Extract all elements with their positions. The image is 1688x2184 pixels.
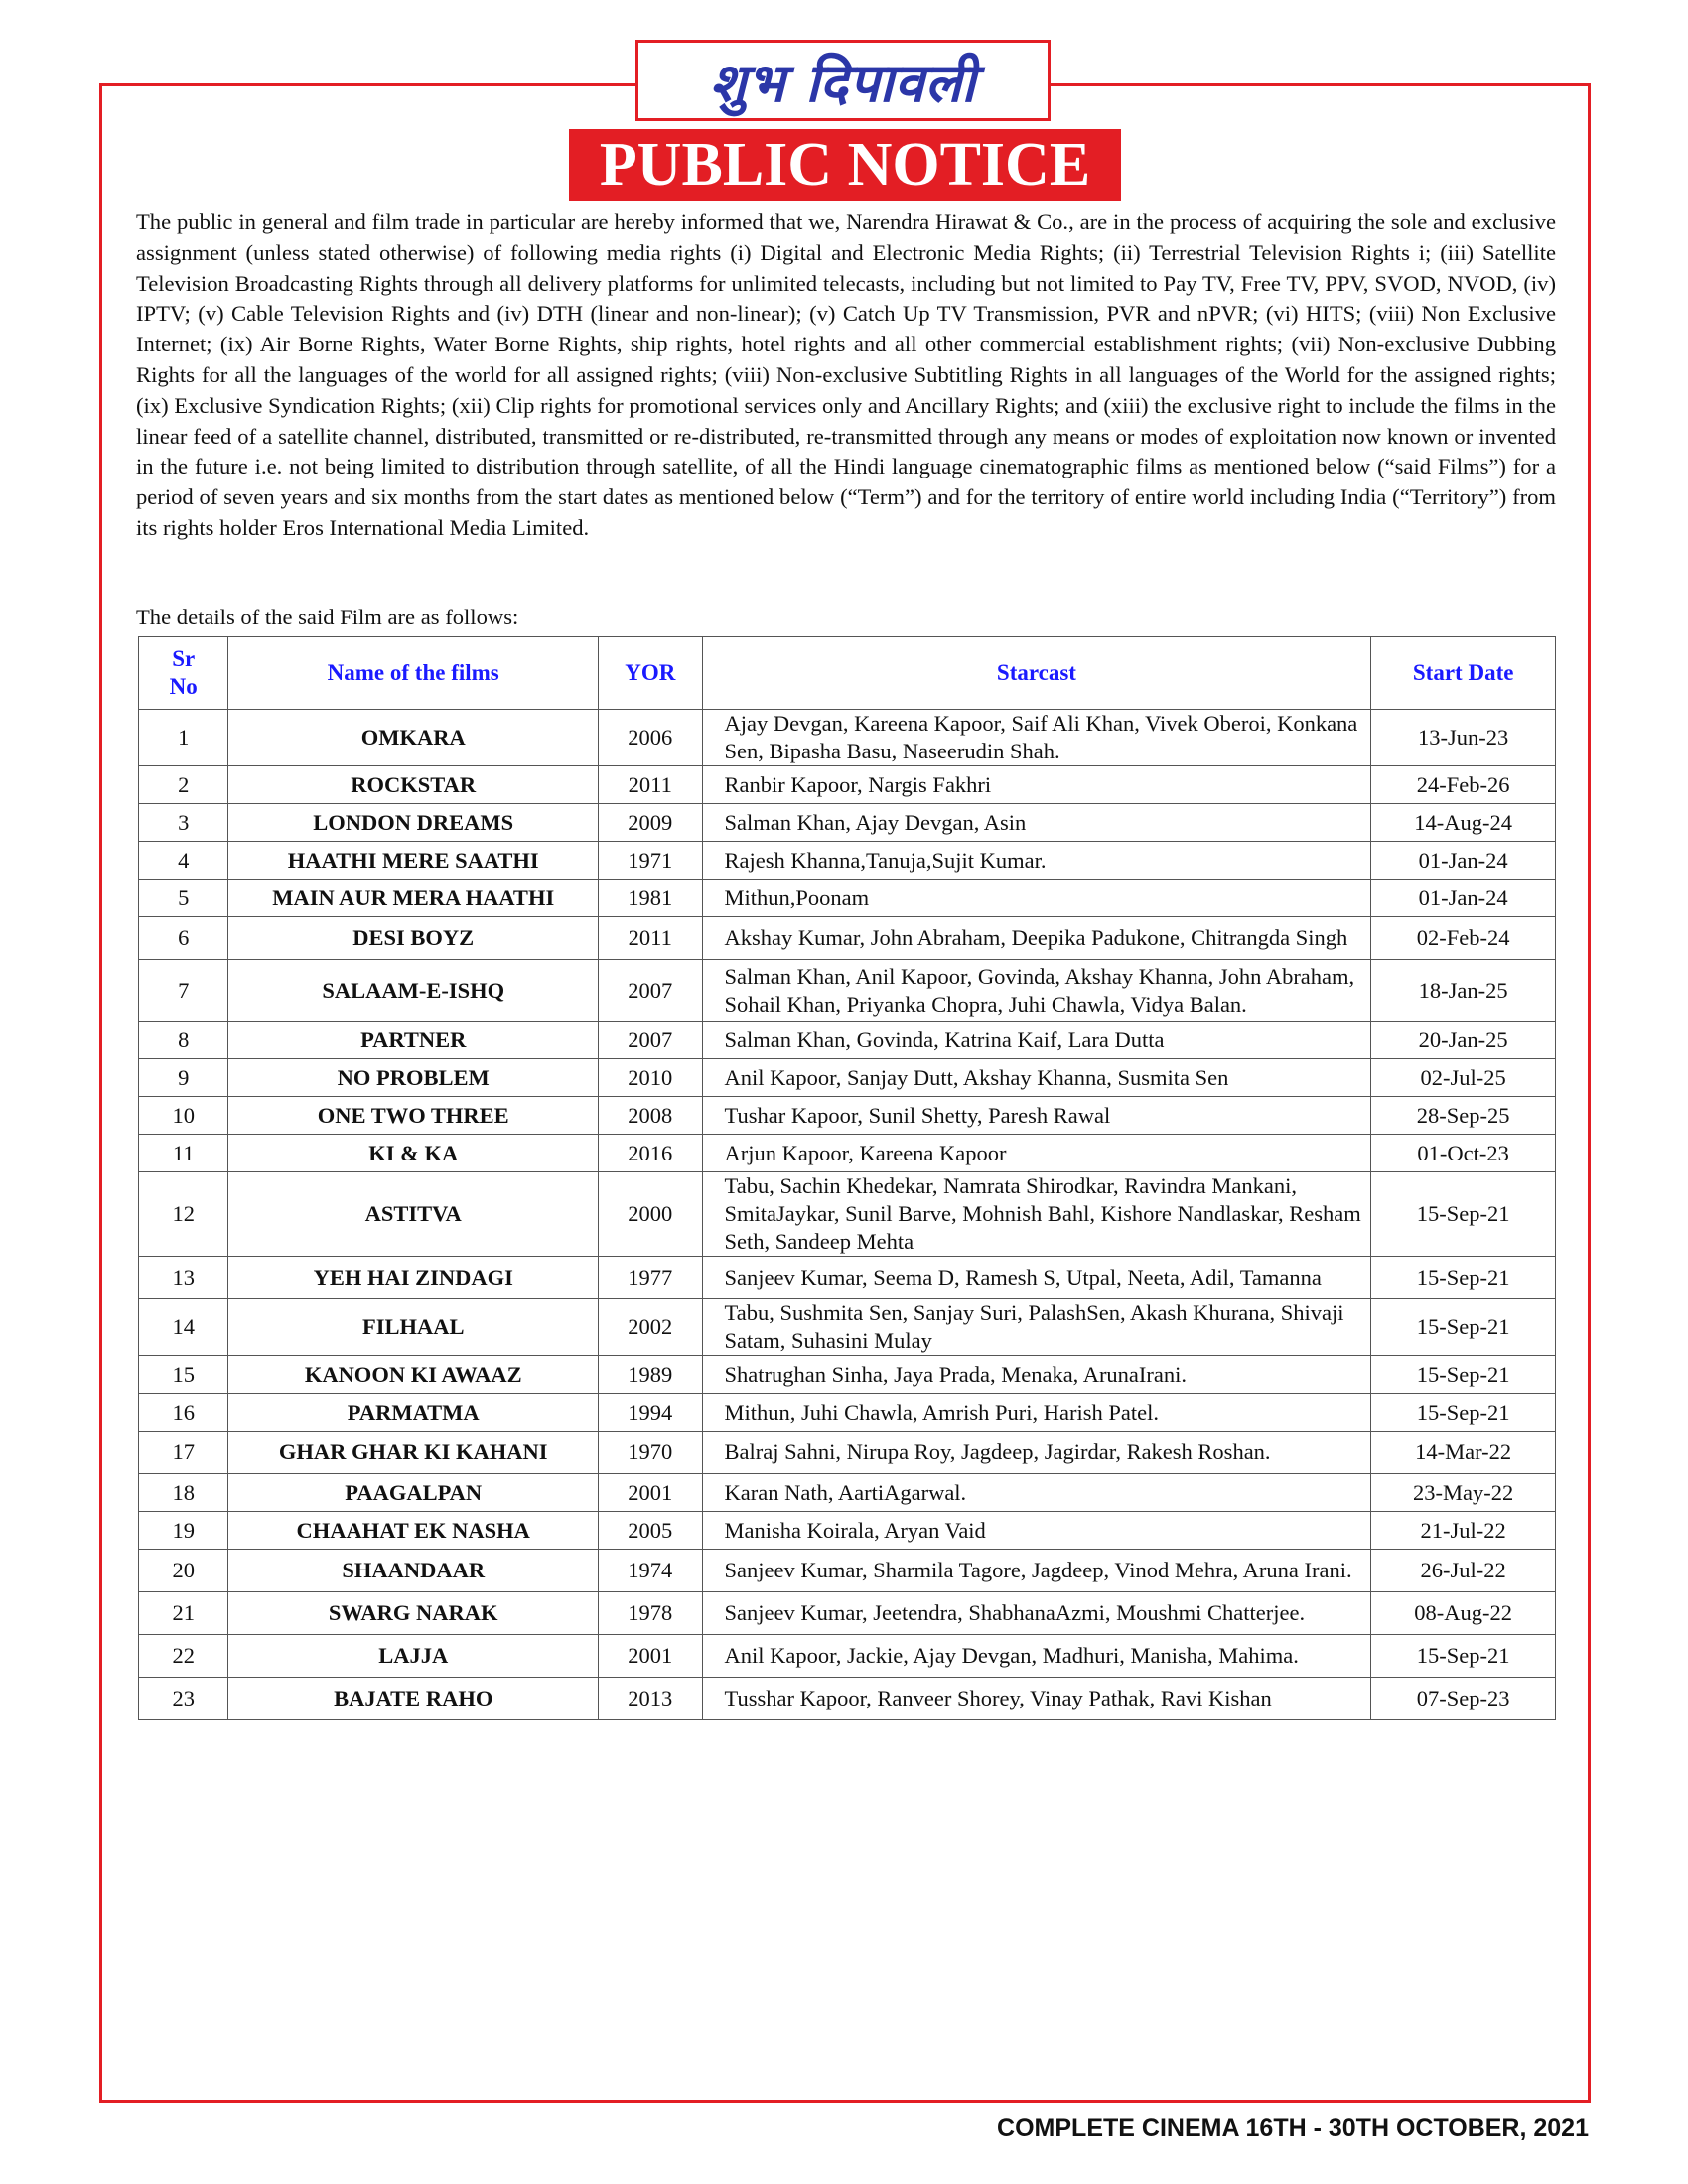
cell-yor: 2013 [599,1678,703,1720]
cell-film-name: PARMATMA [228,1394,599,1432]
table-row [139,1512,1556,1550]
cell-film-name: FILHAAL [228,1299,599,1356]
cell-yor: 2011 [599,917,703,960]
cell-starcast: Shatrughan Sinha, Jaya Prada, Menaka, ArunaIrani. [702,1356,1371,1394]
cell-start-date: 15-Sep-21 [1371,1356,1556,1394]
table-row [139,1299,1556,1356]
cell-start-date: 14-Mar-22 [1371,1432,1556,1474]
cell-start-date: 15-Sep-21 [1371,1394,1556,1432]
cell-sr: 12 [139,1172,228,1257]
table-row [139,1172,1556,1257]
cell-yor: 1977 [599,1257,703,1299]
cell-sr: 15 [139,1356,228,1394]
cell-yor: 2016 [599,1135,703,1172]
cell-yor: 2009 [599,804,703,842]
page-title: PUBLIC NOTICE [569,129,1121,201]
cell-yor: 2006 [599,710,703,766]
cell-start-date: 26-Jul-22 [1371,1550,1556,1592]
cell-film-name: CHAAHAT EK NASHA [228,1512,599,1550]
table-row [139,1592,1556,1635]
cell-sr: 11 [139,1135,228,1172]
publication-footer: COMPLETE CINEMA 16TH - 30TH OCTOBER, 2021 [997,2115,1589,2142]
greeting-text: शुभ दिपावली [709,52,977,114]
cell-film-name: PAAGALPAN [228,1474,599,1512]
table-row [139,1059,1556,1097]
cell-film-name: GHAR GHAR KI KAHANI [228,1432,599,1474]
cell-sr: 2 [139,766,228,804]
cell-start-date: 23-May-22 [1371,1474,1556,1512]
cell-film-name: NO PROBLEM [228,1059,599,1097]
cell-yor: 2008 [599,1097,703,1135]
cell-starcast: Salman Khan, Ajay Devgan, Asin [702,804,1371,842]
cell-starcast: Balraj Sahni, Nirupa Roy, Jagdeep, Jagirdar, Rakesh Roshan. [702,1432,1371,1474]
table-row [139,710,1556,766]
cell-yor: 1971 [599,842,703,880]
cell-start-date: 28-Sep-25 [1371,1097,1556,1135]
table-row [139,1394,1556,1432]
cell-yor: 1978 [599,1592,703,1635]
cell-starcast: Tabu, Sachin Khedekar, Namrata Shirodkar, Ravindra Mankani, SmitaJaykar, Sunil Barve, Mohnish Bahl, Kishore Nandlaskar, Resham Seth, Sandeep Mehta [702,1172,1371,1257]
cell-start-date: 15-Sep-21 [1371,1257,1556,1299]
cell-starcast: Sanjeev Kumar, Sharmila Tagore, Jagdeep, Vinod Mehra, Aruna Irani. [702,1550,1371,1592]
cell-yor: 2002 [599,1299,703,1356]
cell-yor: 2001 [599,1635,703,1678]
cell-sr: 9 [139,1059,228,1097]
cell-film-name: HAATHI MERE SAATHI [228,842,599,880]
cell-starcast: Tushar Kapoor, Sunil Shetty, Paresh Rawal [702,1097,1371,1135]
cell-start-date: 20-Jan-25 [1371,1022,1556,1059]
cell-start-date: 02-Feb-24 [1371,917,1556,960]
cell-yor: 2000 [599,1172,703,1257]
table-row [139,1474,1556,1512]
cell-start-date: 07-Sep-23 [1371,1678,1556,1720]
cell-sr: 6 [139,917,228,960]
cell-sr: 1 [139,710,228,766]
cell-sr: 18 [139,1474,228,1512]
table-row [139,1135,1556,1172]
table-row [139,1356,1556,1394]
cell-yor: 2007 [599,960,703,1022]
cell-film-name: KI & KA [228,1135,599,1172]
cell-starcast: Salman Khan, Anil Kapoor, Govinda, Akshay Khanna, John Abraham, Sohail Khan, Priyanka Chopra, Juhi Chawla, Vidya Balan. [702,960,1371,1022]
cell-yor: 1994 [599,1394,703,1432]
cell-starcast: Manisha Koirala, Aryan Vaid [702,1512,1371,1550]
table-row [139,1678,1556,1720]
table-row [139,842,1556,880]
table-row [139,960,1556,1022]
cell-yor: 2001 [599,1474,703,1512]
cell-sr: 3 [139,804,228,842]
cell-film-name: LAJJA [228,1635,599,1678]
cell-start-date: 01-Jan-24 [1371,880,1556,917]
cell-sr: 19 [139,1512,228,1550]
cell-sr: 7 [139,960,228,1022]
cell-yor: 2011 [599,766,703,804]
cell-starcast: Tusshar Kapoor, Ranveer Shorey, Vinay Pathak, Ravi Kishan [702,1678,1371,1720]
cell-film-name: KANOON KI AWAAZ [228,1356,599,1394]
cell-sr: 13 [139,1257,228,1299]
table-row [139,1257,1556,1299]
cell-sr: 21 [139,1592,228,1635]
cell-start-date: 15-Sep-21 [1371,1172,1556,1257]
cell-sr: 5 [139,880,228,917]
cell-sr: 23 [139,1678,228,1720]
table-row [139,1635,1556,1678]
cell-sr: 8 [139,1022,228,1059]
cell-starcast: Anil Kapoor, Jackie, Ajay Devgan, Madhuri, Manisha, Mahima. [702,1635,1371,1678]
table-row [139,1550,1556,1592]
cell-start-date: 21-Jul-22 [1371,1512,1556,1550]
cell-film-name: SALAAM-E-ISHQ [228,960,599,1022]
cell-sr: 22 [139,1635,228,1678]
table-row [139,880,1556,917]
cell-sr: 10 [139,1097,228,1135]
cell-starcast: Salman Khan, Govinda, Katrina Kaif, Lara Dutta [702,1022,1371,1059]
notice-body: The public in general and film trade in particular are hereby informed that we, Narendra Hirawat & Co., are in the process of acquiring the sole and exclusive assignment (unless stated otherwise) of following media rights (i) Digital and Electronic Media Rights; (ii) Terrestrial Television Rights i; (iii) Satellite Television Broadcasting Rights through all delivery platforms for unlimited telecasts, including but not limited to Pay TV, Free TV, PPV, SVOD, NVOD, (iv) IPTV; (v) Cable Television Rights and (iv) DTH (linear and non-linear); (v) Catch Up TV Transmission, PVR and nPVR; (vi) HITS; (viii) Non Exclusive Internet; (ix) Air Borne Rights, Water Borne Rights, ship rights, hotel rights and all other commercial establishment rights; (vii) Non-exclusive Dubbing Rights for all the languages of the world for all assigned rights; (viii) Non-exclusive Subtitling Rights in all languages of the World for the assigned rights; (ix) Exclusive Syndication Rights; (xii) Clip rights for promotional services only and Ancillary Rights; and (xiii) the exclusive right to include the films in the linear feed of a satellite channel, distributed, transmitted or re-distributed, re-transmitted through any means or modes of exploitation now known or invented in the future i.e. not being limited to distribution through satellite, of all the Hindi language cinematographic films as mentioned below (“said Films”) for a period of seven years and six months from the start dates as mentioned below (“Term”) and for the territory of entire world including India (“Territory”) from its rights holder Eros International Media Limited. [136,209,1556,540]
cell-starcast: Mithun,Poonam [702,880,1371,917]
cell-film-name: OMKARA [228,710,599,766]
cell-sr: 14 [139,1299,228,1356]
header-sr-no: Sr No [139,637,228,710]
details-line: The details of the said Film are as follows: [136,605,519,629]
cell-film-name: ONE TWO THREE [228,1097,599,1135]
cell-starcast: Karan Nath, AartiAgarwal. [702,1474,1371,1512]
cell-film-name: BAJATE RAHO [228,1678,599,1720]
cell-yor: 1970 [599,1432,703,1474]
cell-start-date: 13-Jun-23 [1371,710,1556,766]
cell-film-name: PARTNER [228,1022,599,1059]
cell-film-name: YEH HAI ZINDAGI [228,1257,599,1299]
table-row [139,804,1556,842]
cell-film-name: LONDON DREAMS [228,804,599,842]
cell-starcast: Anil Kapoor, Sanjay Dutt, Akshay Khanna, Susmita Sen [702,1059,1371,1097]
cell-start-date: 24-Feb-26 [1371,766,1556,804]
cell-starcast: Sanjeev Kumar, Seema D, Ramesh S, Utpal, Neeta, Adil, Tamanna [702,1257,1371,1299]
cell-film-name: ASTITVA [228,1172,599,1257]
cell-yor: 2007 [599,1022,703,1059]
cell-start-date: 01-Oct-23 [1371,1135,1556,1172]
cell-yor: 2010 [599,1059,703,1097]
films-table [138,636,1556,1720]
table-row [139,917,1556,960]
cell-sr: 20 [139,1550,228,1592]
header-name: Name of the films [228,637,599,710]
cell-starcast: Ajay Devgan, Kareena Kapoor, Saif Ali Khan, Vivek Oberoi, Konkana Sen, Bipasha Basu, Naseerudin Shah. [702,710,1371,766]
cell-starcast: Akshay Kumar, John Abraham, Deepika Padukone, Chitrangda Singh [702,917,1371,960]
cell-start-date: 15-Sep-21 [1371,1299,1556,1356]
cell-film-name: DESI BOYZ [228,917,599,960]
cell-start-date: 02-Jul-25 [1371,1059,1556,1097]
cell-yor: 1974 [599,1550,703,1592]
cell-yor: 2005 [599,1512,703,1550]
cell-starcast: Mithun, Juhi Chawla, Amrish Puri, Harish Patel. [702,1394,1371,1432]
cell-film-name: MAIN AUR MERA HAATHI [228,880,599,917]
table-row [139,1022,1556,1059]
cell-sr: 17 [139,1432,228,1474]
cell-start-date: 14-Aug-24 [1371,804,1556,842]
cell-start-date: 01-Jan-24 [1371,842,1556,880]
cell-starcast: Ranbir Kapoor, Nargis Fakhri [702,766,1371,804]
table-header-row [139,637,1556,710]
cell-film-name: SHAANDAAR [228,1550,599,1592]
cell-start-date: 15-Sep-21 [1371,1635,1556,1678]
header-start-date: Start Date [1371,637,1556,710]
cell-sr: 4 [139,842,228,880]
cell-yor: 1981 [599,880,703,917]
header-yor: YOR [599,637,703,710]
cell-sr: 16 [139,1394,228,1432]
cell-film-name: SWARG NARAK [228,1592,599,1635]
greeting-banner [635,40,1051,121]
cell-starcast: Rajesh Khanna,Tanuja,Sujit Kumar. [702,842,1371,880]
cell-yor: 1989 [599,1356,703,1394]
cell-starcast: Tabu, Sushmita Sen, Sanjay Suri, PalashSen, Akash Khurana, Shivaji Satam, Suhasini Mulay [702,1299,1371,1356]
cell-film-name: ROCKSTAR [228,766,599,804]
header-starcast: Starcast [702,637,1371,710]
table-row [139,766,1556,804]
cell-starcast: Sanjeev Kumar, Jeetendra, ShabhanaAzmi, Moushmi Chatterjee. [702,1592,1371,1635]
cell-start-date: 18-Jan-25 [1371,960,1556,1022]
cell-starcast: Arjun Kapoor, Kareena Kapoor [702,1135,1371,1172]
table-row [139,1432,1556,1474]
cell-start-date: 08-Aug-22 [1371,1592,1556,1635]
table-row [139,1097,1556,1135]
